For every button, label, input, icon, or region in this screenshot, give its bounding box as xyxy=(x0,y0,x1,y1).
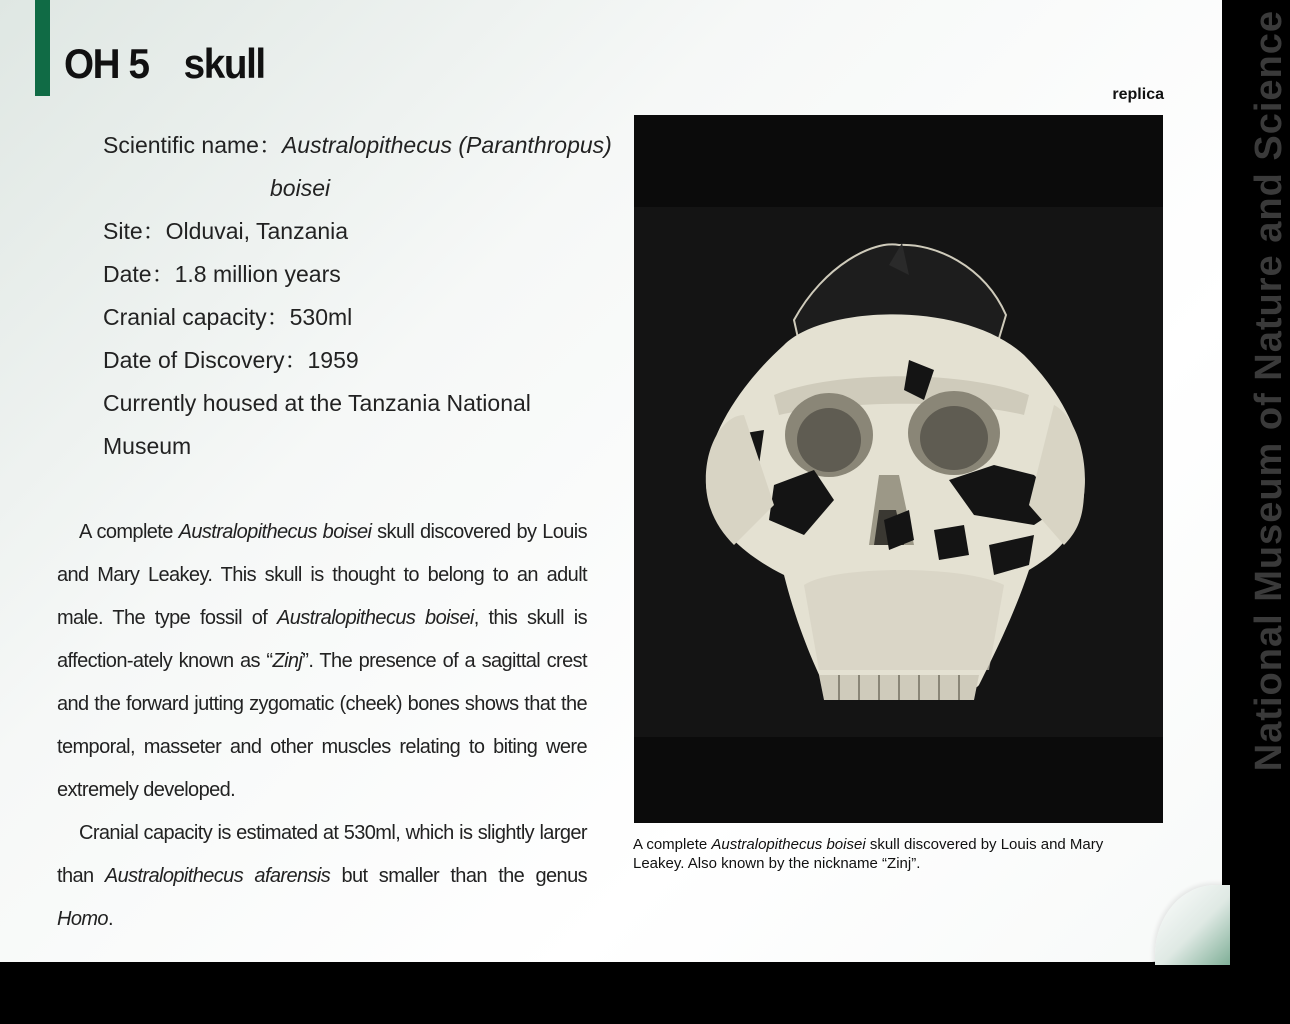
scientific-name-value: Australopithecus (Paranthropus) xyxy=(281,132,612,158)
fact-date-of-discovery: Date of Discovery：1959 xyxy=(103,347,359,373)
specimen-facts xyxy=(103,124,612,468)
fact-site: Site：Olduvai, Tanzania xyxy=(103,218,349,244)
specimen-id: OH 5 xyxy=(64,40,149,87)
object-name: skull xyxy=(183,40,265,87)
fact-scientific-name: Scientific name：Australopithecus (Paranthropus) xyxy=(103,132,612,158)
fact-cranial-capacity: Cranial capacity：530ml xyxy=(103,304,353,330)
page-title xyxy=(64,40,265,88)
fact-housed: Currently housed at the Tanzania National Museum xyxy=(103,390,531,459)
fact-date: Date：1.8 million years xyxy=(103,261,341,287)
fact-scientific-name-cont: boisei xyxy=(270,175,331,201)
museum-side-title: National Museum of Nature and Science xyxy=(1248,10,1290,772)
skull-illustration xyxy=(634,115,1163,823)
skull-photo xyxy=(634,115,1163,823)
description-paragraph-1: A complete Australopithecus boisei skull discovered by Louis and Mary Leakey. This skull is thought to belong to an adult male. The type fossil of Australopithecus boisei, this skull is affection-ately known as “Zinj”. The presence of a sagittal crest and the forward jutting zygomatic (cheek) bones shows that the temporal, masseter and other muscles relating to biting were extremely developed. xyxy=(57,521,588,801)
description xyxy=(57,511,587,941)
description-paragraph-2: Cranial capacity is estimated at 530ml, which is slightly larger than Australopithecus afarensis but smaller than the genus Homo. xyxy=(57,822,587,930)
title-accent-bar xyxy=(35,0,50,96)
replica-label: replica xyxy=(1112,86,1164,103)
photo-caption: A complete Australopithecus boisei skull discovered by Louis and Mary Leakey. Also known by the nickname “Zinj”. xyxy=(633,836,1104,872)
